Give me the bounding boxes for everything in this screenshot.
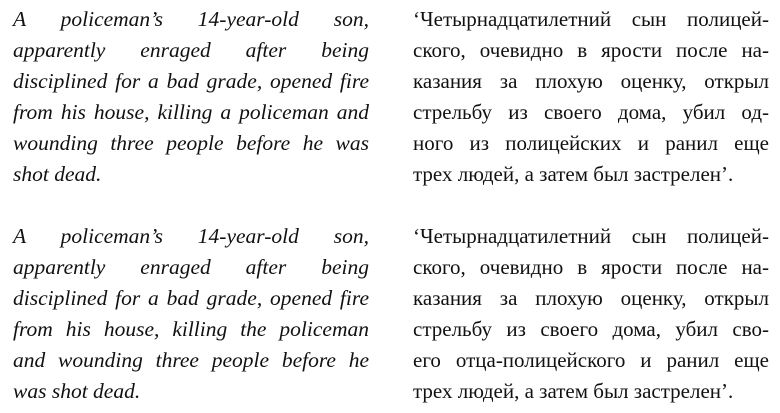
text-line: ного из полицейских и ранил еще [413,131,769,155]
text-line: A policeman’s 14-year-old son, [13,7,369,31]
text-line: was shot dead. [13,379,141,403]
text-line: казания за плохую оценку, открыл [413,286,769,310]
text-line: ‘Четырнадцатилетний сын полицей- [413,224,769,248]
text-line: disciplined for a bad grade, opened fire [13,286,369,310]
text-line: from his house, killing the policeman [13,317,369,341]
text-line: трех людей, а затем был застрелен’. [413,379,734,403]
text-line: ‘Четырнадцатилетний сын полицей- [413,7,769,31]
example-2-english-text [13,221,369,407]
text-line: его отца-полицейского и ранил еще [413,348,769,372]
text-line: ского, очевидно в ярости после на- [413,38,769,62]
text-line: wounding three people before he was [13,131,369,155]
text-line: shot dead. [13,162,102,186]
example-1-english-text [13,4,369,190]
text-line: apparently enraged after being [13,38,369,62]
example-1-russian-text [413,4,769,190]
text-line: стрельбу из своего дома, убил сво- [413,317,769,341]
text-line: A policeman’s 14-year-old son, [13,224,369,248]
text-line: казания за плохую оценку, открыл [413,69,769,93]
text-line: apparently enraged after being [13,255,369,279]
text-line: and wounding three people before he [13,348,369,372]
text-line: трех людей, а затем был застрелен’. [413,162,734,186]
example-2-russian-text [413,221,769,407]
text-line: disciplined for a bad grade, opened fire [13,69,369,93]
text-line: ского, очевидно в ярости после на- [413,255,769,279]
text-line: from his house, killing a policeman and [13,100,369,124]
text-line: стрельбу из своего дома, убил од- [413,100,769,124]
